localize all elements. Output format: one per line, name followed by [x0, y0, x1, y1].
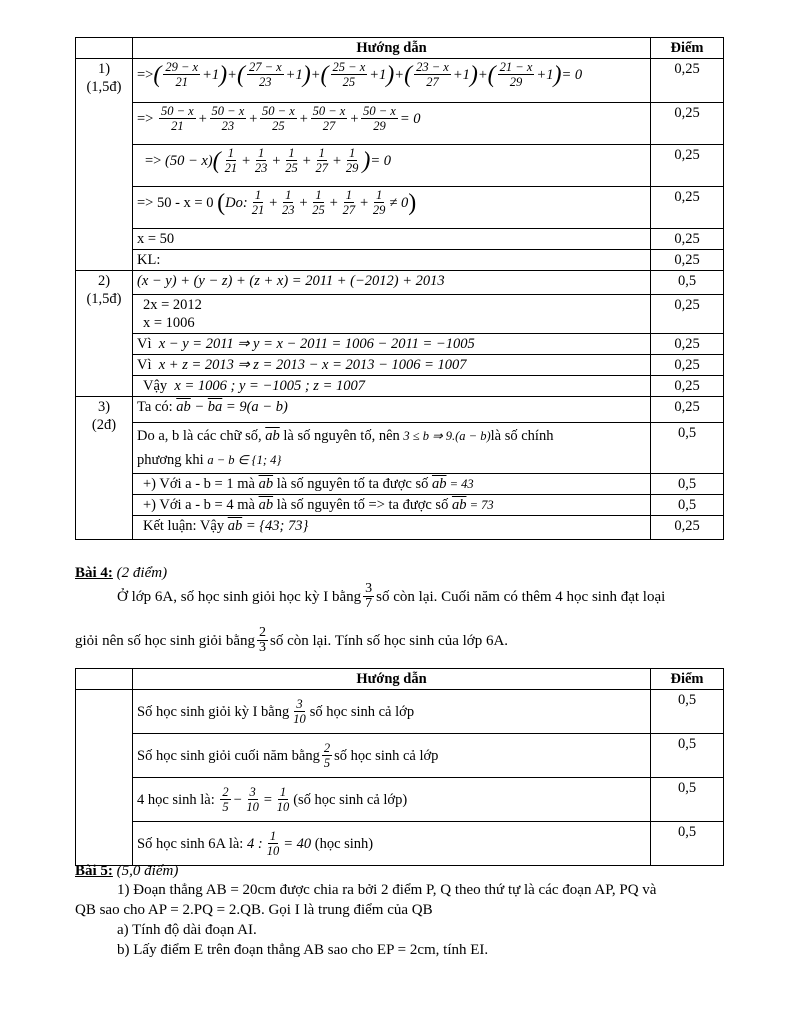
bai5-heading: Bài 5: (5,0 điểm): [75, 863, 179, 879]
table-row: Kết luận: Vậy $\overline{ab} = \{43$; 73} 0,25: [76, 516, 724, 540]
score: 0,25: [651, 103, 724, 145]
score: 0,25: [651, 187, 724, 229]
score: 0,25: [651, 229, 724, 250]
table-row: [76, 145, 724, 187]
table-row: Số học sinh giỏi kỳ I bằng $\frac{3}{10}$ số học sinh cả lớp 0,5: [76, 690, 724, 734]
bai4-heading: Bài 4: (2 điểm): [75, 565, 168, 581]
table-header: [76, 669, 724, 690]
table-row: 2x = 2012 x = 1006 0,25: [76, 295, 724, 334]
part-3-label: 3) (2đ): [76, 397, 133, 540]
table-row: [76, 103, 724, 145]
score: 0,5: [651, 495, 724, 516]
table-row: [76, 187, 724, 229]
part-2-label: 2) (1,5đ): [76, 271, 133, 397]
table-row: Do a, b là các chữ số, $\overline{ab}$ là số nguyên tố, nên 3 ≤ b ⇒ 9.(a − b)là số chính phương khi a − b ∈ {1; 4} 0,5: [76, 423, 724, 474]
equation-cell: => ( $\frac{29 - x}{21}$ +1 ) + ( $\frac{27 - x}{23}$ +1 ) + ( $\frac{25 - x}{25}$ +1 ) + ( $\frac{23 - x}{27}$ +1 ) + ( $\frac{21 - x}{29}$ +1 ) = 0: [133, 59, 651, 103]
header-guide: Hướng dẫn: [133, 38, 651, 59]
score: 0,5: [651, 690, 724, 734]
score: 0,25: [651, 397, 724, 423]
header-score: Điểm: [651, 38, 724, 59]
score: 0,5: [651, 778, 724, 822]
table-row: Số học sinh giỏi cuối năm bằng $\frac{2}{5}$ số học sinh cả lớp 0,5: [76, 734, 724, 778]
score: 0,25: [651, 59, 724, 103]
score: 0,25: [651, 145, 724, 187]
header-score: Điểm: [651, 669, 724, 690]
table-row: 4 học sinh là: $\frac{2}{5}$ − $\frac{3}{10}$ = $\frac{1}{10}$ (số học sinh cả lớp) 0,5: [76, 778, 724, 822]
score: 0,25: [651, 516, 724, 540]
table-row: [76, 59, 724, 103]
score: 0,25: [651, 250, 724, 271]
score: 0,25: [651, 295, 724, 334]
score: 0,5: [651, 474, 724, 495]
score: 0,5: [651, 423, 724, 474]
equation-cell: => 50 - x = 0 ( Do: $\frac{1}{21}$ + $\frac{1}{23}$ + $\frac{1}{25}$ + $\frac{1}{27}$ + $\frac{1}{29}$ ≠ 0 ): [133, 187, 651, 229]
table-row: x = 50 0,25: [76, 229, 724, 250]
solution-table-2: [75, 668, 724, 866]
solution-table-1: [75, 37, 724, 540]
bai5-line-2: QB sao cho AP = 2.PQ = 2.QB. Gọi I là trung điểm của QB: [75, 902, 433, 918]
header-guide: Hướng dẫn: [133, 669, 651, 690]
table-header: [76, 38, 724, 59]
bai5-line-4: b) Lấy điểm E trên đoạn thẳng AB sao cho EP = 2cm, tính EI.: [117, 942, 489, 958]
table-row: [76, 271, 724, 295]
score: 0,5: [651, 822, 724, 866]
table-row: KL: 0,25: [76, 250, 724, 271]
bai4-line-1: Ở lớp 6A, số học sinh giỏi học kỳ I bằng $\frac{3}{7}$ số còn lại. Cuối năm có thêm 4 học sinh đạt loại: [117, 581, 666, 611]
table-row: +) Với a - b = 1 mà $\overline{ab}$ là số nguyên tố ta được số $\overline{ab} = 43$ 0,5: [76, 474, 724, 495]
score: 0,5: [651, 271, 724, 295]
bai5-line-3: a) Tính độ dài đoạn AI.: [117, 922, 257, 938]
table-row: 3) (2đ) Ta có: $\overline{ab} - \overline{ba} = 9(a - b)$ 0,25: [76, 397, 724, 423]
equation-cell: => $\frac{50 - x}{21}$ + $\frac{50 - x}{23}$ + $\frac{50 - x}{25}$ + $\frac{50 - x}{27}$ + $\frac{50 - x}{29}$ = 0: [133, 103, 651, 145]
table-row: Số học sinh 6A là: 4 : $\frac{1}{10}$ = 40 (học sinh) 0,5: [76, 822, 724, 866]
part-1-label: 1) (1,5đ): [76, 59, 133, 271]
score: 0,25: [651, 334, 724, 355]
score: 0,25: [651, 376, 724, 397]
score: 0,25: [651, 355, 724, 376]
bai4-line-2: giỏi nên số học sinh giỏi bằng $\frac{2}{3}$ số còn lại. Tính số học sinh của lớp 6A.: [75, 625, 509, 655]
equation-cell: (x − y) + (y − z) + (z + x) = 2011 + (−2012) + 2013: [133, 271, 651, 295]
table-row: Vì x − y = 2011 ⇒ y = x − 2011 = 1006 − 2011 = −1005 0,25: [76, 334, 724, 355]
table-row: Vậy x = 1006 ; y = −1005 ; z = 1007 0,25: [76, 376, 724, 397]
score: 0,5: [651, 734, 724, 778]
bai5-line-1: 1) Đoạn thẳng AB = 20cm được chia ra bởi 2 điểm P, Q theo thứ tự là các đoạn AP, PQ và: [117, 882, 657, 898]
table-row: +) Với a - b = 4 mà $\overline{ab}$ là số nguyên tố => ta được số $\overline{ab} = 73$ 0,5: [76, 495, 724, 516]
equation-cell: => (50 − x) ( $\frac{1}{21}$ + $\frac{1}{23}$ + $\frac{1}{25}$ + $\frac{1}{27}$ + $\frac{1}{29}$ ) = 0: [133, 145, 651, 187]
table-row: Vì x + z = 2013 ⇒ z = 2013 − x = 2013 − 1006 = 1007 0,25: [76, 355, 724, 376]
